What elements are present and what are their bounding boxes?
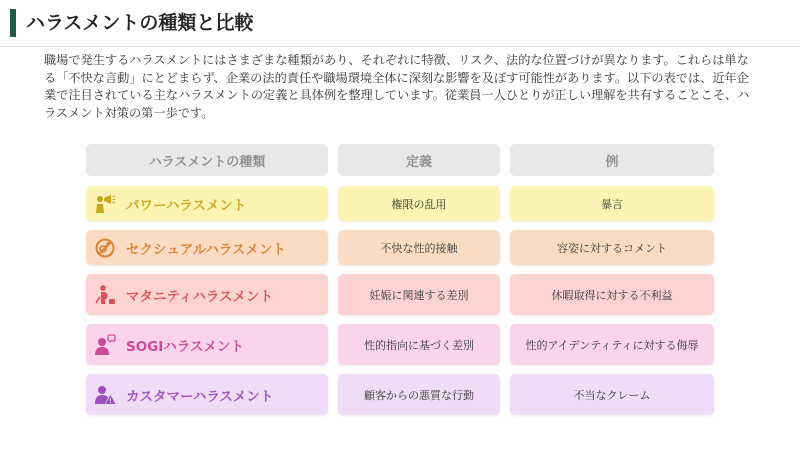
row-maternity-label: マタニティハラスメント (126, 288, 274, 305)
row-sogi-label: SOGIハラスメント (126, 338, 244, 355)
header-accent-bar (10, 9, 16, 37)
intro-paragraph: 職場で発生するハラスメントにはさまざまな種類があり、それぞれに特徴、リスク、法的な位置づけが異なります。これらは単なる「不快な言動」にとどまらず、企業の法的責任や職場環境全体に深刻な影響を及ぼす可能性があります。以下の表では、近年企業で注目されている主なハラスメントの定義と具体例を整理しています。従業員一人ひとりが正しい理解を共有することこそ、ハラスメント対策の第一歩です。 (44, 53, 750, 120)
row-maternity-name (86, 274, 328, 315)
row-power-name (86, 186, 328, 221)
row-sexual-example: 容姿に対するコメント (510, 230, 714, 265)
row-power-label: パワーハラスメント (126, 197, 247, 214)
row-sexual-definition: 不快な性的接触 (338, 230, 500, 265)
row-sogi-name (86, 324, 328, 365)
row-customer-example: 不当なクレーム (510, 374, 714, 415)
no-gender-icon (94, 237, 116, 259)
header-type: ハラスメントの種類 (86, 144, 328, 176)
row-sogi-definition: 性的指向に基づく差別 (338, 324, 500, 365)
row-sogi-example: 性的アイデンティティに対する侮辱 (510, 324, 714, 365)
header-definition: 定義 (338, 144, 500, 176)
page-title: ハラスメントの種類と比較 (26, 12, 254, 34)
row-maternity-example: 休暇取得に対する不利益 (510, 274, 714, 315)
row-sexual-label: セクシュアルハラスメント (126, 241, 286, 258)
row-power-definition: 権限の乱用 (338, 186, 500, 221)
row-power-example: 暴言 (510, 186, 714, 221)
row-customer-definition: 顧客からの悪質な行動 (338, 374, 500, 415)
megaphone-person-icon (94, 193, 116, 215)
row-customer-label: カスタマーハラスメント (126, 388, 274, 405)
pregnant-person-icon (94, 284, 116, 306)
row-sexual-name (86, 230, 328, 265)
person-warning-icon (94, 384, 116, 406)
header (0, 0, 800, 47)
speaking-person-icon (94, 334, 116, 356)
header-example: 例 (510, 144, 714, 176)
row-maternity-definition: 妊娠に関連する差別 (338, 274, 500, 315)
row-customer-name (86, 374, 328, 415)
